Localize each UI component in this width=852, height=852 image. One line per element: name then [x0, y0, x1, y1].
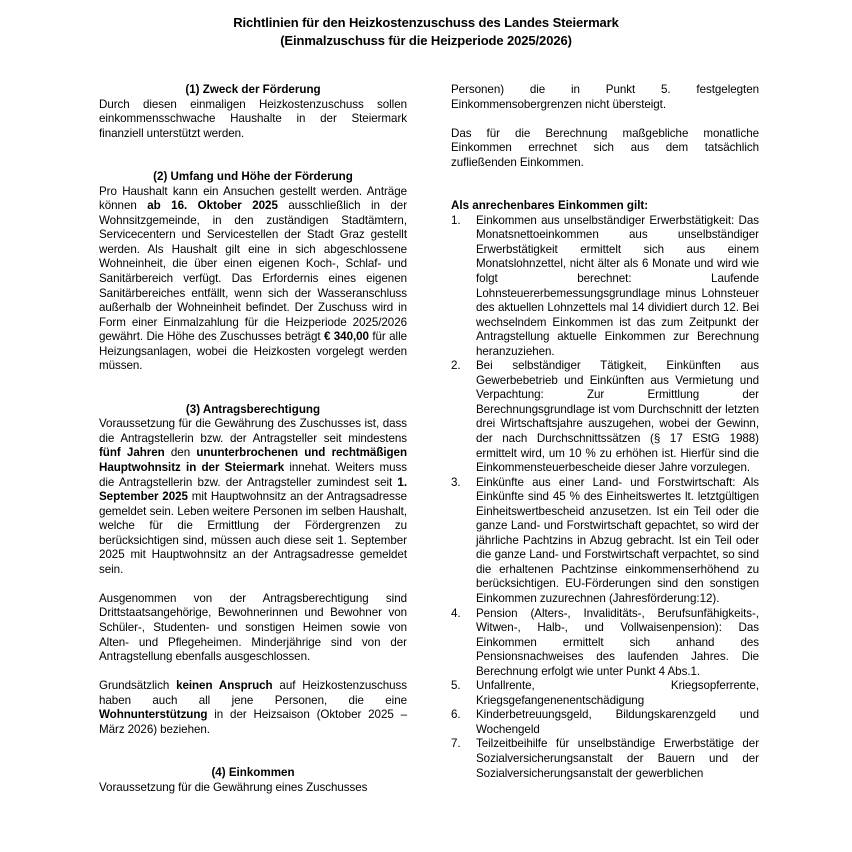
section-2-heading: (2) Umfang und Höhe der Förderung	[153, 170, 353, 184]
list-item-number: 2.	[451, 359, 461, 373]
s3-text-c: den	[164, 446, 197, 460]
list-item-text: Kinderbetreuungsgeld, Bildungskarenzgeld und Wochengeld	[476, 708, 759, 736]
list-item-text: Einkommen aus unselbständiger Erwerbstätigkeit: Das Monatsnettoeinkommen aus unselbständiger Erwerbstätigkeit ermittelt sich aus einem Monatslohnzettel, nicht älter als 6 Monate und wird wie folgt berechnet: Laufende Lohnsteuererbemessungsgrundlage minus Lohnsteuer des aktuellen Lohnzettels mal 14 dividiert durch 12. Bei wechselndem Einkommen ist das zum Zeitpunkt der Antragstellung aktuelle Einkommen zur Berechnung heranzuziehen.	[476, 213, 759, 358]
list-item-text: Unfallrente, Kriegsopferrente, Kriegsgefangenenentschädigung	[476, 679, 759, 707]
spacer	[99, 141, 407, 170]
left-column	[99, 83, 407, 795]
section-3-paragraph-2-text: Ausgenommen von der Antragsberechtigung sind Drittstaatsangehörige, Bewohnerinnen und Bewohner von Schüler-, Studenten- und sonstigen Heimen sowie von Alten- und Pflegeheimen. Minderjährige sind von der Antragstellung ebenfalls ausgeschlossen.	[99, 591, 407, 664]
spacer	[99, 737, 407, 766]
countable-income-heading: Als anrechenbares Einkommen gilt:	[451, 199, 649, 213]
section-3-paragraph-2	[99, 592, 407, 665]
section-3-paragraph-1	[99, 417, 407, 577]
list-item-text: Bei selbständiger Tätigkeit, Einkünften aus Gewerbebetrieb und Einkünften aus Vermietung und Verpachtung: Zur Ermittlung der Berechnungsgrundlage ist vom Durchschnitt der letzten drei Wirtschaftsjahre auszugehen, wobei der Gewinn, der nach Durchschnittssätzen (§ 17 EStG 1988) ermittelt wird, um 10 % zu erhöhen ist. Hierfür sind die Einkommensteuerbescheide dieser Jahre vorzulegen.	[476, 359, 759, 475]
s3p3-text-c: auf Heizkostenzuschuss haben auch all jene Personen, die eine	[99, 679, 408, 707]
s3p3-text-e: in der Heizsaison (Oktober 2025 – März 2026) beziehen.	[99, 708, 407, 736]
list-item	[451, 214, 759, 359]
s3p3-bold-no-claim: keinen Anspruch	[176, 679, 273, 693]
continuation-paragraph-2-text: Das für die Berechnung maßgebliche monatliche Einkommen errechnet sich aus dem tatsächlich zufließenden Einkommen.	[451, 126, 759, 169]
list-item	[451, 708, 759, 737]
section-3-heading: (3) Antragsberechtigung	[185, 402, 321, 416]
list-item-number: 6.	[451, 708, 461, 722]
section-2-body	[99, 185, 407, 374]
page-title	[96, 14, 756, 49]
list-item-number: 5.	[451, 679, 461, 693]
s3-bold-date: 1. September 2025	[99, 475, 407, 504]
list-item-number: 1.	[451, 213, 461, 227]
list-item	[451, 737, 759, 781]
spacer	[451, 170, 759, 199]
spacer	[451, 112, 759, 127]
list-item-text: Teilzeitbeihilfe für unselbständige Erwerbstätige der Sozialversicherungsanstalt der Bauern und der Sozialversicherungsanstalt der gewerblichen	[476, 737, 759, 780]
list-item-text: Pension (Alters-, Invaliditäts-, Berufsunfähigkeits-, Witwen-, Halb-, und Vollwaisenpension): Das Einkommen ermittelt sich anhand des Pensionsnachweises des laufenden Jahres. Die Berechnung erfolgt wie unter Punkt 4 Abs.1.	[476, 606, 759, 678]
list-item	[451, 359, 759, 475]
spacer	[99, 577, 407, 592]
s2-bold-date: ab 16. Oktober 2025	[147, 199, 278, 213]
s2-text-a: Pro Haushalt kann ein Ansuchen gestellt werden. Anträge können	[99, 184, 407, 213]
s3-text-a: Voraussetzung für die Gewährung des Zuschusses ist, dass die Antragstellerin bzw. der Antragsteller seit mindestens	[99, 417, 407, 445]
right-column	[451, 83, 759, 781]
section-1-body	[99, 98, 407, 142]
page-title-line-2: (Einmalzuschuss für die Heizperiode 2025/2026)	[280, 32, 572, 48]
s2-bold-amount: € 340,00	[323, 330, 369, 344]
section-4-body-clipped-text: Voraussetzung für die Gewährung eines Zuschusses	[99, 780, 368, 794]
list-item-number: 4.	[451, 606, 461, 620]
s3p3-bold-housing-support: Wohnunterstützung	[99, 708, 208, 722]
section-4-heading: (4) Einkommen	[211, 766, 295, 780]
continuation-paragraph-1-text: Personen) die in Punkt 5. festgelegten Einkommensobergrenzen nicht übersteigt.	[451, 83, 759, 111]
continuation-paragraph-1	[451, 83, 759, 112]
s2-text-e: für alle Heizungsanlagen, wobei die Heizkosten vorgelegt werden müssen.	[99, 330, 408, 373]
section-1-body-text: Durch diesen einmaligen Heizkostenzuschuss sollen einkommensschwache Haushalte in der Steiermark finanziell unterstützt werden.	[99, 97, 407, 140]
list-item-number: 7.	[451, 737, 461, 751]
list-item-number: 3.	[451, 475, 461, 489]
s3-bold-years: fünf Jahren	[99, 446, 165, 460]
spacer	[99, 665, 407, 680]
s3-text-e: innehat. Weiters muss die Antragstellerin bzw. der Antragsteller zumindest seit	[99, 461, 407, 489]
list-item	[451, 679, 759, 708]
s2-text-c: ausschließlich in der Wohnsitzgemeinde, in den zuständigen Stadtämtern, Servicecentern und Servicestellen der Stadt Graz gestellt werden. Als Haushalt gilt eine in sich abgeschlossene Wohneinheit, die über einen eigenen Koch-, Schlaf- und Sanitärbereich verfügt. Das Erfordernis eines eigenen Sanitärbereiches entfällt, wenn sich der Wasseranschluss außerhalb der Wohneinheit befindet. Der Zuschuss wird in Form einer Einmalzahlung für die Heizperiode 2025/2026 gewährt. Die Höhe des Zuschusses beträgt	[99, 199, 408, 344]
s3-bold-residence: ununterbrochenen und rechtmäßigen Hauptwohnsitz in der Steiermark	[99, 446, 407, 475]
list-item-text: Einkünfte aus einer Land- und Forstwirtschaft: Als Einkünfte sind 45 % des Einheitswertes lt. letztgültigen Einheitswertbescheid anzusetzen. Ist ein Teil oder die ganze Land- und Forstwirtschaft gepachtet, so wird der jährliche Pachtzins in Abzug gebracht. Ist ein Teil oder die ganze Land- und Forstwirtschaft verpachtet, so sind die erhaltenen Pachtzinse einkommenserhöhend zu berücksichtigen. EU-Förderungen sind den sonstigen Einkommen zuzurechnen (Jahresförderung:12).	[476, 475, 759, 605]
section-1-heading: (1) Zweck der Förderung	[185, 83, 321, 96]
countable-income-list	[451, 214, 759, 781]
continuation-paragraph-2	[451, 127, 759, 171]
spacer	[99, 374, 407, 403]
section-3-paragraph-3	[99, 679, 407, 737]
list-item	[451, 476, 759, 607]
s3p3-text-a: Grundsätzlich	[99, 679, 177, 693]
page-title-line-1: Richtlinien für den Heizkostenzuschuss des Landes Steiermark	[233, 15, 619, 30]
list-item	[451, 607, 759, 680]
s3-text-g: mit Hauptwohnsitz an der Antragsadresse gemeldet sein. Leben weitere Personen im selben Haushalt, welche für die Ermittlung der Fördergrenzen zu berücksichtigen sind, müssen auch diese seit 1. September 2025 mit Hauptwohnsitz an der Antragsadresse gemeldet sein.	[99, 490, 407, 576]
section-4-body-clipped	[99, 781, 407, 796]
